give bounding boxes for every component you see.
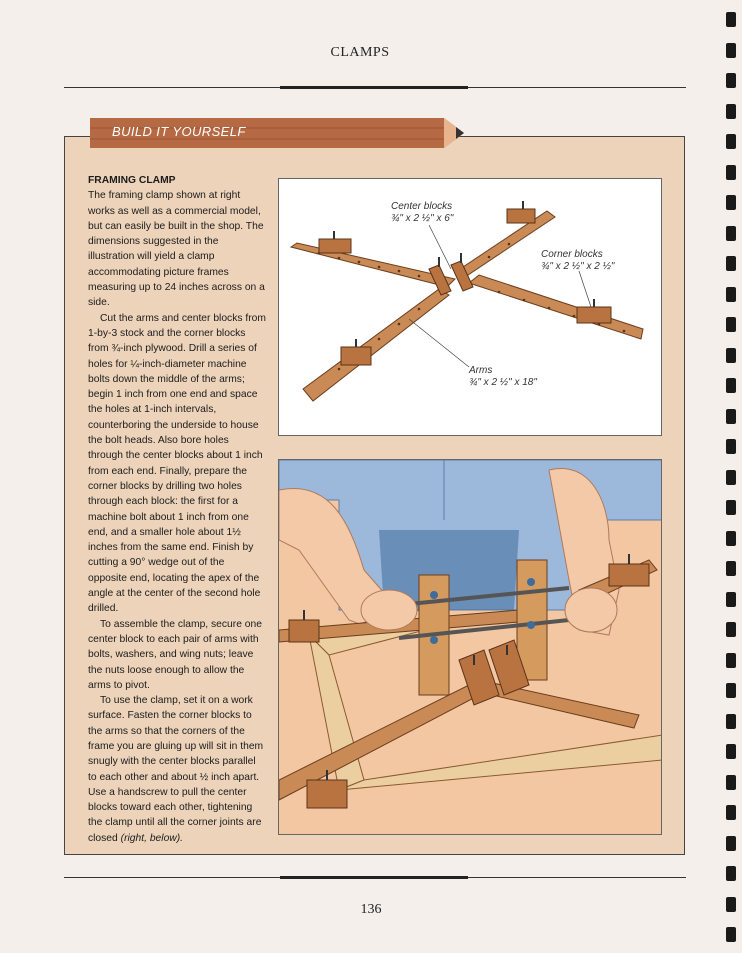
binding-hole xyxy=(726,775,736,790)
clamp-in-use-figure xyxy=(278,459,662,835)
page-number: 136 xyxy=(360,902,382,917)
binding-hole xyxy=(726,104,736,119)
article-paragraph: Cut the arms and center blocks from 1-by-3 stock and the corner blocks from ¾-inch plywood. Drill a series of holes for ¼-inch-diameter machine bolts down the middle of the arms; begin 1 inch from one end and space the holes at 1-inch intervals, counterboring the underside to house the bolt heads. Also bore holes through the center blocks about 1 inch from each end. Finally, prepare the corner blocks by drilling two holes through each block: the first for a machine bolt about 1 inch from one end, and a smaller hole about 1½ inches from the same end. Finish by cutting a 90° wedge out of the opposite end, locating the apex of the angle at the center of the second hole drilled. xyxy=(88,312,266,615)
binding-hole xyxy=(726,12,736,27)
binding-hole xyxy=(726,43,736,58)
binding-hole xyxy=(726,348,736,363)
binding-hole xyxy=(726,226,736,241)
binding-hole xyxy=(726,470,736,485)
corner-block xyxy=(609,564,649,586)
arm-left xyxy=(291,243,455,287)
binding-hole xyxy=(726,744,736,759)
binding-hole xyxy=(726,653,736,668)
binding-hole xyxy=(726,195,736,210)
binding-hole xyxy=(726,805,736,820)
corner-block xyxy=(507,209,535,223)
clamp-diagram-illustration xyxy=(279,179,662,436)
binding-hole xyxy=(726,927,736,942)
binding-hole xyxy=(726,287,736,302)
banner-label: BUILD IT YOURSELF xyxy=(112,124,246,139)
binding-hole xyxy=(726,561,736,576)
corner-block xyxy=(307,780,347,808)
left-hand xyxy=(361,590,417,630)
binding-hole xyxy=(726,317,736,332)
header-rule xyxy=(64,87,686,88)
corner-block xyxy=(577,307,611,323)
binding-hole xyxy=(726,531,736,546)
binding-hole xyxy=(726,622,736,637)
binding-hole xyxy=(726,165,736,180)
binding-hole xyxy=(726,592,736,607)
spiral-binding xyxy=(722,0,742,953)
binding-hole xyxy=(726,714,736,729)
binding-hole xyxy=(726,683,736,698)
binding-hole xyxy=(726,409,736,424)
binding-hole xyxy=(726,73,736,88)
binding-hole xyxy=(726,378,736,393)
corner-block xyxy=(319,239,351,253)
clamp-in-use-illustration xyxy=(279,460,662,835)
article-heading: FRAMING CLAMP xyxy=(88,175,176,186)
binding-hole xyxy=(726,866,736,881)
corner-block xyxy=(289,620,319,642)
binding-hole xyxy=(726,134,736,149)
binding-hole xyxy=(726,836,736,851)
article-paragraph: To use the clamp, set it on a work surface. Fasten the corner blocks to the arms so that the corners of the frame you are gluing up will sit in them snugly with the center blocks parallel to each other and about ½ inch apart. Use a handscrew to pull the center blocks toward each other, tightening the clamp until all the corner joints are closed (right, below). xyxy=(88,695,264,844)
binding-hole xyxy=(726,439,736,454)
article-column xyxy=(88,173,266,846)
center-blocks-callout: Center blocks ¾" x 2 ½" x 6" xyxy=(391,201,454,224)
clamp-diagram-figure xyxy=(278,178,662,436)
arms-callout: Arms ¾" x 2 ½" x 18" xyxy=(469,365,537,388)
footer-rule xyxy=(64,877,686,878)
binding-hole xyxy=(726,256,736,271)
corner-block xyxy=(341,347,371,365)
right-hand xyxy=(565,588,617,632)
article-paragraph: The framing clamp shown at right works as well as a commercial model, but can easily be built in the shop. The dimensions suggested in the illustration will yield a clamp accommodating picture frames measuring up to 24 inches across on a side. xyxy=(88,190,265,309)
binding-hole xyxy=(726,500,736,515)
arm-right xyxy=(469,275,643,339)
corner-blocks-callout: Corner blocks ¾" x 2 ½" x 2 ½" xyxy=(541,249,615,272)
article-paragraph: To assemble the clamp, secure one center block to each pair of arms with bolts, washers, and wing nuts; leave the nuts loose enough to allow the arms to pivot. xyxy=(88,618,262,691)
chapter-title: CLAMPS xyxy=(330,45,390,60)
article-closing-reference: (right, below). xyxy=(120,832,184,844)
arm-front xyxy=(303,289,449,401)
